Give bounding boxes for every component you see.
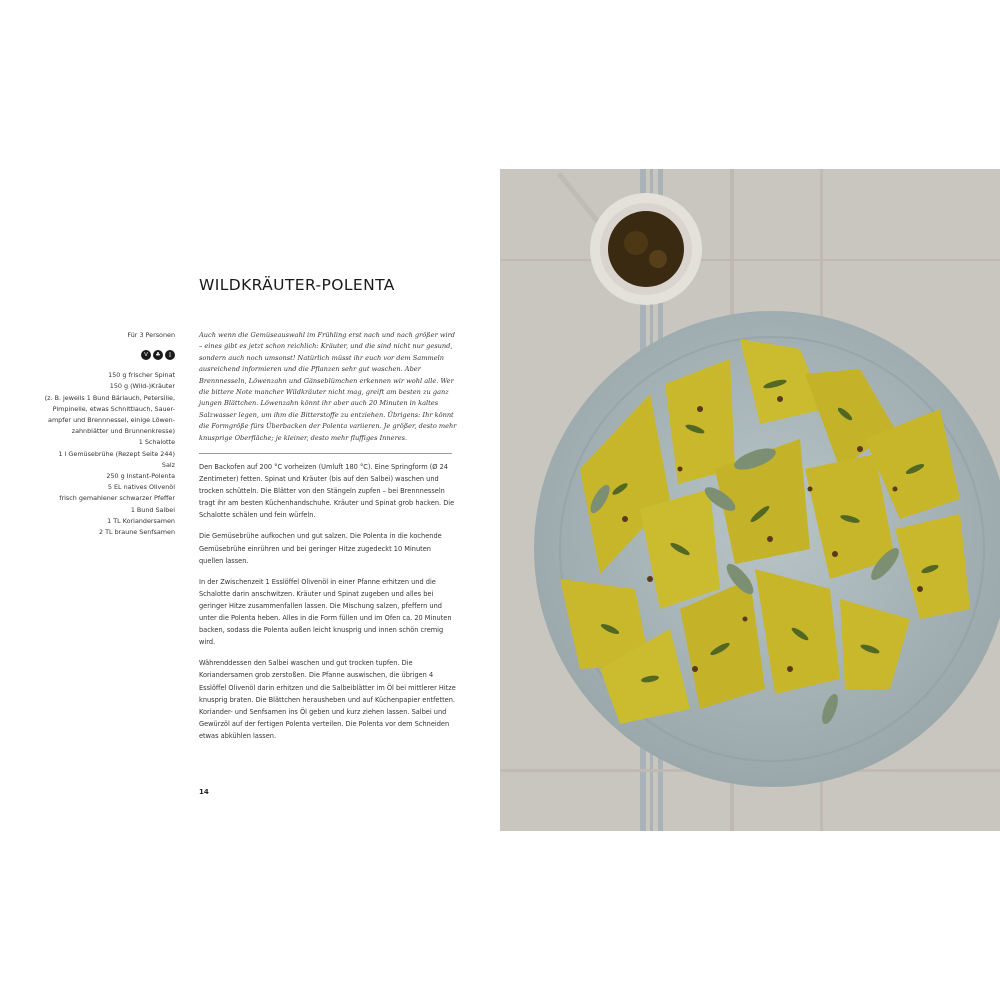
food-photo (500, 169, 1000, 831)
ingredient-item: 1 TL Koriandersamen (107, 516, 175, 525)
ingredient-item: 1 Bund Salbei (130, 505, 175, 514)
glass-jar-icon: ▯ (165, 350, 175, 360)
vegan-icon: ♣ (153, 350, 163, 360)
page-number: 14 (199, 788, 209, 796)
ingredient-item: (z. B. jeweils 1 Bund Bärlauch, Petersilie, (44, 393, 175, 402)
ingredient-item: 150 g (Wild-)Kräuter (109, 382, 175, 391)
divider (199, 453, 452, 454)
recipe-steps (199, 461, 457, 751)
step-paragraph: Währenddessen den Salbei waschen und gut trocken tupfen. Die Koriandersamen grob zerstoßen. Die Pfanne auswischen, die übrigen 4 Esslöffel Olivenöl darin erhitzen und die Salbeiblätter im Öl bei mittlerer Hitze knusprig braten. Die Blättchen herausheben und auf Küchenpapier entfetten. Koriander- und Senfsamen ins Öl geben und kurz ziehen lassen. Salbei und Gewürzöl auf der fertigen Polenta verteilen. Die Polenta vor dem Schneiden etwas abkühlen lassen. (199, 659, 456, 740)
step-paragraph: Den Backofen auf 200 °C vorheizen (Umluft 180 °C). Eine Springform (Ø 24 Zentimeter) fetten. Spinat und Kräuter (bis auf den Salbei) waschen und trocken schütteln. Die Blätter von den Stängeln zupfen – bei Brennnesseln tragt ihr am besten Küchenhandschuhe. Kräuter und Spinat grob hacken. Die Schalotte schälen und fein würfeln. (199, 463, 455, 520)
vegetarian-icon: V (141, 350, 151, 360)
recipe-title: WILDKRÄUTER-POLENTA (199, 276, 395, 294)
ingredient-item: Salz (161, 460, 175, 469)
ingredient-item: 150 g frischer Spinat (108, 371, 175, 380)
recipe-intro: Auch wenn die Gemüseauswahl im Frühling erst nach und nach größer wird – eines gibt es jetzt schon reichlich: Kräuter, und die sind nicht nur gesund, sondern auch noch umsonst! Natürlich müsst ihr euch vor dem Sammeln ausreichend informieren und die Pflanzen sehr gut waschen. Aber Brennnesseln, Löwenzahn und Gänseblümchen erkennen wir wohl alle. Wer die bittere Note mancher Wildkräuter nicht mag, greift am besten zu ganz jungen Blättchen. Löwenzahn könnt ihr aber auch 20 Minuten in kaltes Salzwasser legen, um ihm die Bitterstoffe zu entziehen. Übrigens: Ihr könnt die Formgröße fürs Überbacken der Polenta variieren. Je größer, desto mehr knusprige Oberfläche; je kleiner, desto mehr fluffiges Inneres. (199, 331, 457, 442)
servings-label: Für 3 Personen (127, 331, 175, 339)
step-paragraph: In der Zwischenzeit 1 Esslöffel Olivenöl in einer Pfanne erhitzen und die Schalotte darin anschwitzen. Kräuter und Spinat zugeben und alles bei geringer Hitze zusammenfallen lassen. Die Mischung salzen, pfeffern und unter die Polenta heben. Alles in die Form füllen und im Ofen ca. 20 Minuten backen, sodass die Polenta außen leicht knusprig und innen schön cremig wird. (199, 577, 452, 647)
ingredient-list (40, 370, 175, 538)
step-paragraph: Die Gemüsebrühe aufkochen und gut salzen. Die Polenta in die kochende Gemüsebrühe einrühren und bei geringer Hitze zugedeckt 10 Minuten quellen lassen. (199, 532, 442, 565)
ingredient-item: 2 TL braune Senfsamen (99, 528, 175, 537)
ingredient-item: frisch gemahlener schwarzer Pfeffer (59, 494, 175, 503)
sauce-bowl (590, 193, 702, 305)
diet-badges (40, 350, 175, 360)
ingredients-column (40, 330, 175, 538)
ingredient-item: zahnblätter und Brunnenkresse) (71, 427, 175, 436)
ingredient-item: ampfer und Brennnessel, einige Löwen- (48, 416, 175, 425)
ingredient-item: Pimpinelle, etwas Schnittlauch, Sauer- (52, 404, 175, 413)
ingredient-item: 5 EL natives Olivenöl (107, 483, 175, 492)
ingredient-item: 1 l Gemüsebrühe (Rezept Seite 244) (58, 449, 175, 458)
ingredient-item: 250 g Instant-Polenta (106, 472, 175, 481)
ingredient-item: 1 Schalotte (138, 438, 175, 447)
